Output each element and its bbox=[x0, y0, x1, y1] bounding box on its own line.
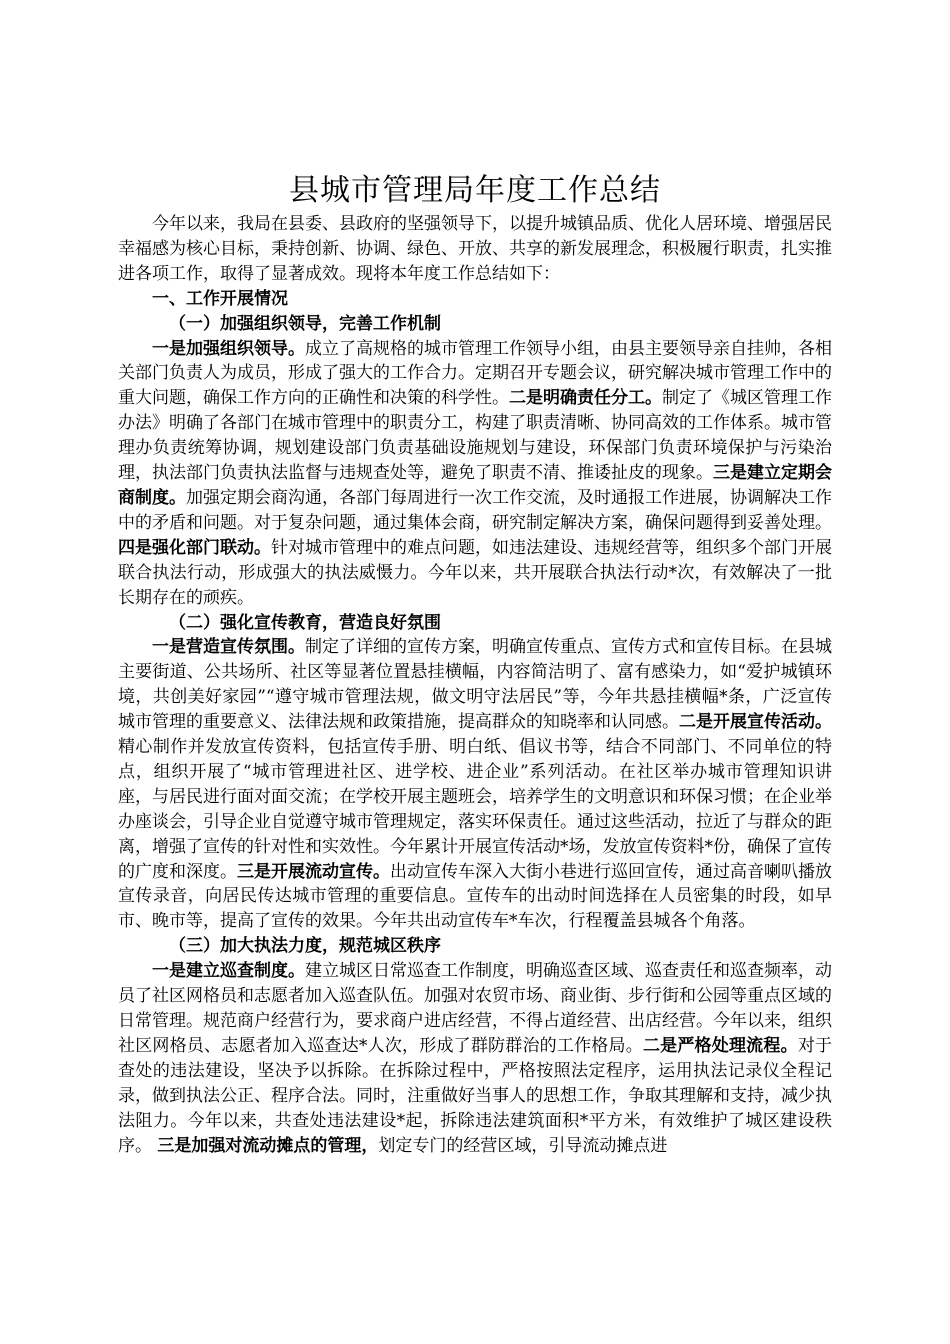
section-heading-work-status: 一、工作开展情况 bbox=[152, 288, 288, 309]
point-1-label: 一是营造宣传氛围。 bbox=[152, 637, 305, 658]
subsection-heading-publicity: （二）强化宣传教育，营造良好氛围 bbox=[169, 612, 441, 633]
paragraph-organization bbox=[118, 337, 832, 611]
point-2-text: 制定了《城区管理工作办法》明确了各部门在城市管理中的职责分工，构建了职责清晰、协同高效的工作体系。城市管理办负责统筹协调，规划建设部门负责基础设施规划与建设，环保部门负责环境保护与污染治理，执法部门负责执法监督与违规查处等，避免了职责不清、推诿扯皮的现象。 bbox=[118, 388, 832, 484]
point-4-text: 针对城市管理中的难点问题，如违法建设、违规经营等，组织多个部门开展联合执法行动，形成强大的执法威慑力。今年以来，共开展联合执法行动*次，有效解决了一批长期存在的顽疾。 bbox=[118, 537, 832, 608]
point-4-label: 四是强化部门联动。 bbox=[118, 537, 271, 558]
point-3-label: 三是开展流动宣传。 bbox=[237, 861, 390, 882]
point-2-label: 二是明确责任分工。 bbox=[509, 388, 662, 409]
point-2-text: 精心制作并发放宣传资料，包括宣传手册、明白纸、倡议书等，结合不同部门、不同单位的特点，组织开展了“城市管理进社区、进学校、进企业”系列活动。在社区举办城市管理知识讲座，与居民进行面对面交流；在学校开展主题班会，培养学生的文明意识和环保习惯；在企业举办座谈会，引导企业自觉遵守城市管理规定，落实环保责任。通过这些活动，拉近了与群众的距离，增强了宣传的针对性和实效性。今年累计开展宣传活动*场，发放宣传资料*份，确保了宣传的广度和深度。 bbox=[118, 737, 832, 882]
subsection-heading-enforcement: （三）加大执法力度，规范城区秩序 bbox=[169, 936, 441, 957]
paragraph-publicity bbox=[118, 635, 832, 934]
point-1-label: 一是加强组织领导。 bbox=[152, 338, 305, 359]
point-2-label: 二是开展宣传活动。 bbox=[679, 712, 832, 733]
document-title: 县城市管理局年度工作总结 bbox=[289, 173, 661, 208]
point-2-text: 对于查处的违法建设，坚决予以拆除。在拆除过程中，严格按照法定程序，运用执法记录仪全程记录，做到执法公正、程序合法。同时，注重做好当事人的思想工作，争取其理解和支持，减少执法阻力。今年以来，共查处违法建设*起，拆除违法建筑面积*平方米，有效维护了城区建设秩序。 bbox=[118, 1035, 833, 1156]
point-3-label: 三是加强对流动摊点的管理， bbox=[157, 1135, 379, 1156]
point-2-label: 二是严格处理流程。 bbox=[642, 1035, 798, 1056]
document-page bbox=[118, 170, 832, 1158]
point-3-text: 划定专门的经营区域，引导流动摊点进 bbox=[378, 1135, 668, 1156]
intro-paragraph: 今年以来，我局在县委、县政府的坚强领导下，以提升城镇品质、优化人居环境、增强居民幸福感为核心目标，秉持创新、协调、绿色、开放、共享的新发展理念，积极履行职责，扎实推进各项工作，取得了显著成效。现将本年度工作总结如下： bbox=[118, 214, 832, 284]
point-3-label: 三是建立定期会商制度。 bbox=[118, 463, 832, 508]
point-1-text: 成立了高规格的城市管理工作领导小组，由县主要领导亲自挂帅，各相关部门负责人为成员，形成了强大的工作合力。定期召开专题会议，研究解决城市管理工作中的重大问题，确保工作方向的正确性和决策的科学性。 bbox=[118, 338, 832, 409]
point-1-text: 制定了详细的宣传方案，明确宣传重点、宣传方式和宣传目标。在县城主要街道、公共场所、社区等显著位置悬挂横幅，内容简洁明了、富有感染力，如“爱护城镇环境，共创美好家园”“遵守城市管理法规，做文明守法居民”等，今年共悬挂横幅*条，广泛宣传城市管理的重要意义、法律法规和政策措施，提高群众的知晓率和认同感。 bbox=[118, 637, 832, 733]
point-1-label: 一是建立巡查制度。 bbox=[152, 961, 305, 982]
point-1-text: 建立城区日常巡查工作制度，明确巡查区域、巡查责任和巡查频率，动员了社区网格员和志愿者加入巡查队伍。加强对农贸市场、商业街、步行街和公园等重点区域的日常管理。规范商户经营行为，要求商户进店经营，不得占道经营、出店经营。今年以来，组织社区网格员、志愿者加入巡查达*人次，形成了群防群治的工作格局。 bbox=[118, 961, 832, 1056]
subsection-heading-organization: （一）加强组织领导，完善工作机制 bbox=[169, 313, 441, 334]
paragraph-enforcement bbox=[118, 959, 832, 1158]
point-3-text: 加强定期会商沟通，各部门每周进行一次工作交流，及时通报工作进展，协调解决工作中的矛盾和问题。对于复杂问题，通过集体会商，研究制定解决方案，确保问题得到妥善处理。 bbox=[118, 487, 832, 533]
point-3-text: 出动宣传车深入大街小巷进行巡回宣传，通过高音喇叭播放宣传录音，向居民传达城市管理的重要信息。宣传车的出动时间选择在人员密集的时段，如早市、晚市等，提高了宣传的效果。今年共出动宣传车*车次，行程覆盖县城各个角落。 bbox=[118, 861, 832, 932]
